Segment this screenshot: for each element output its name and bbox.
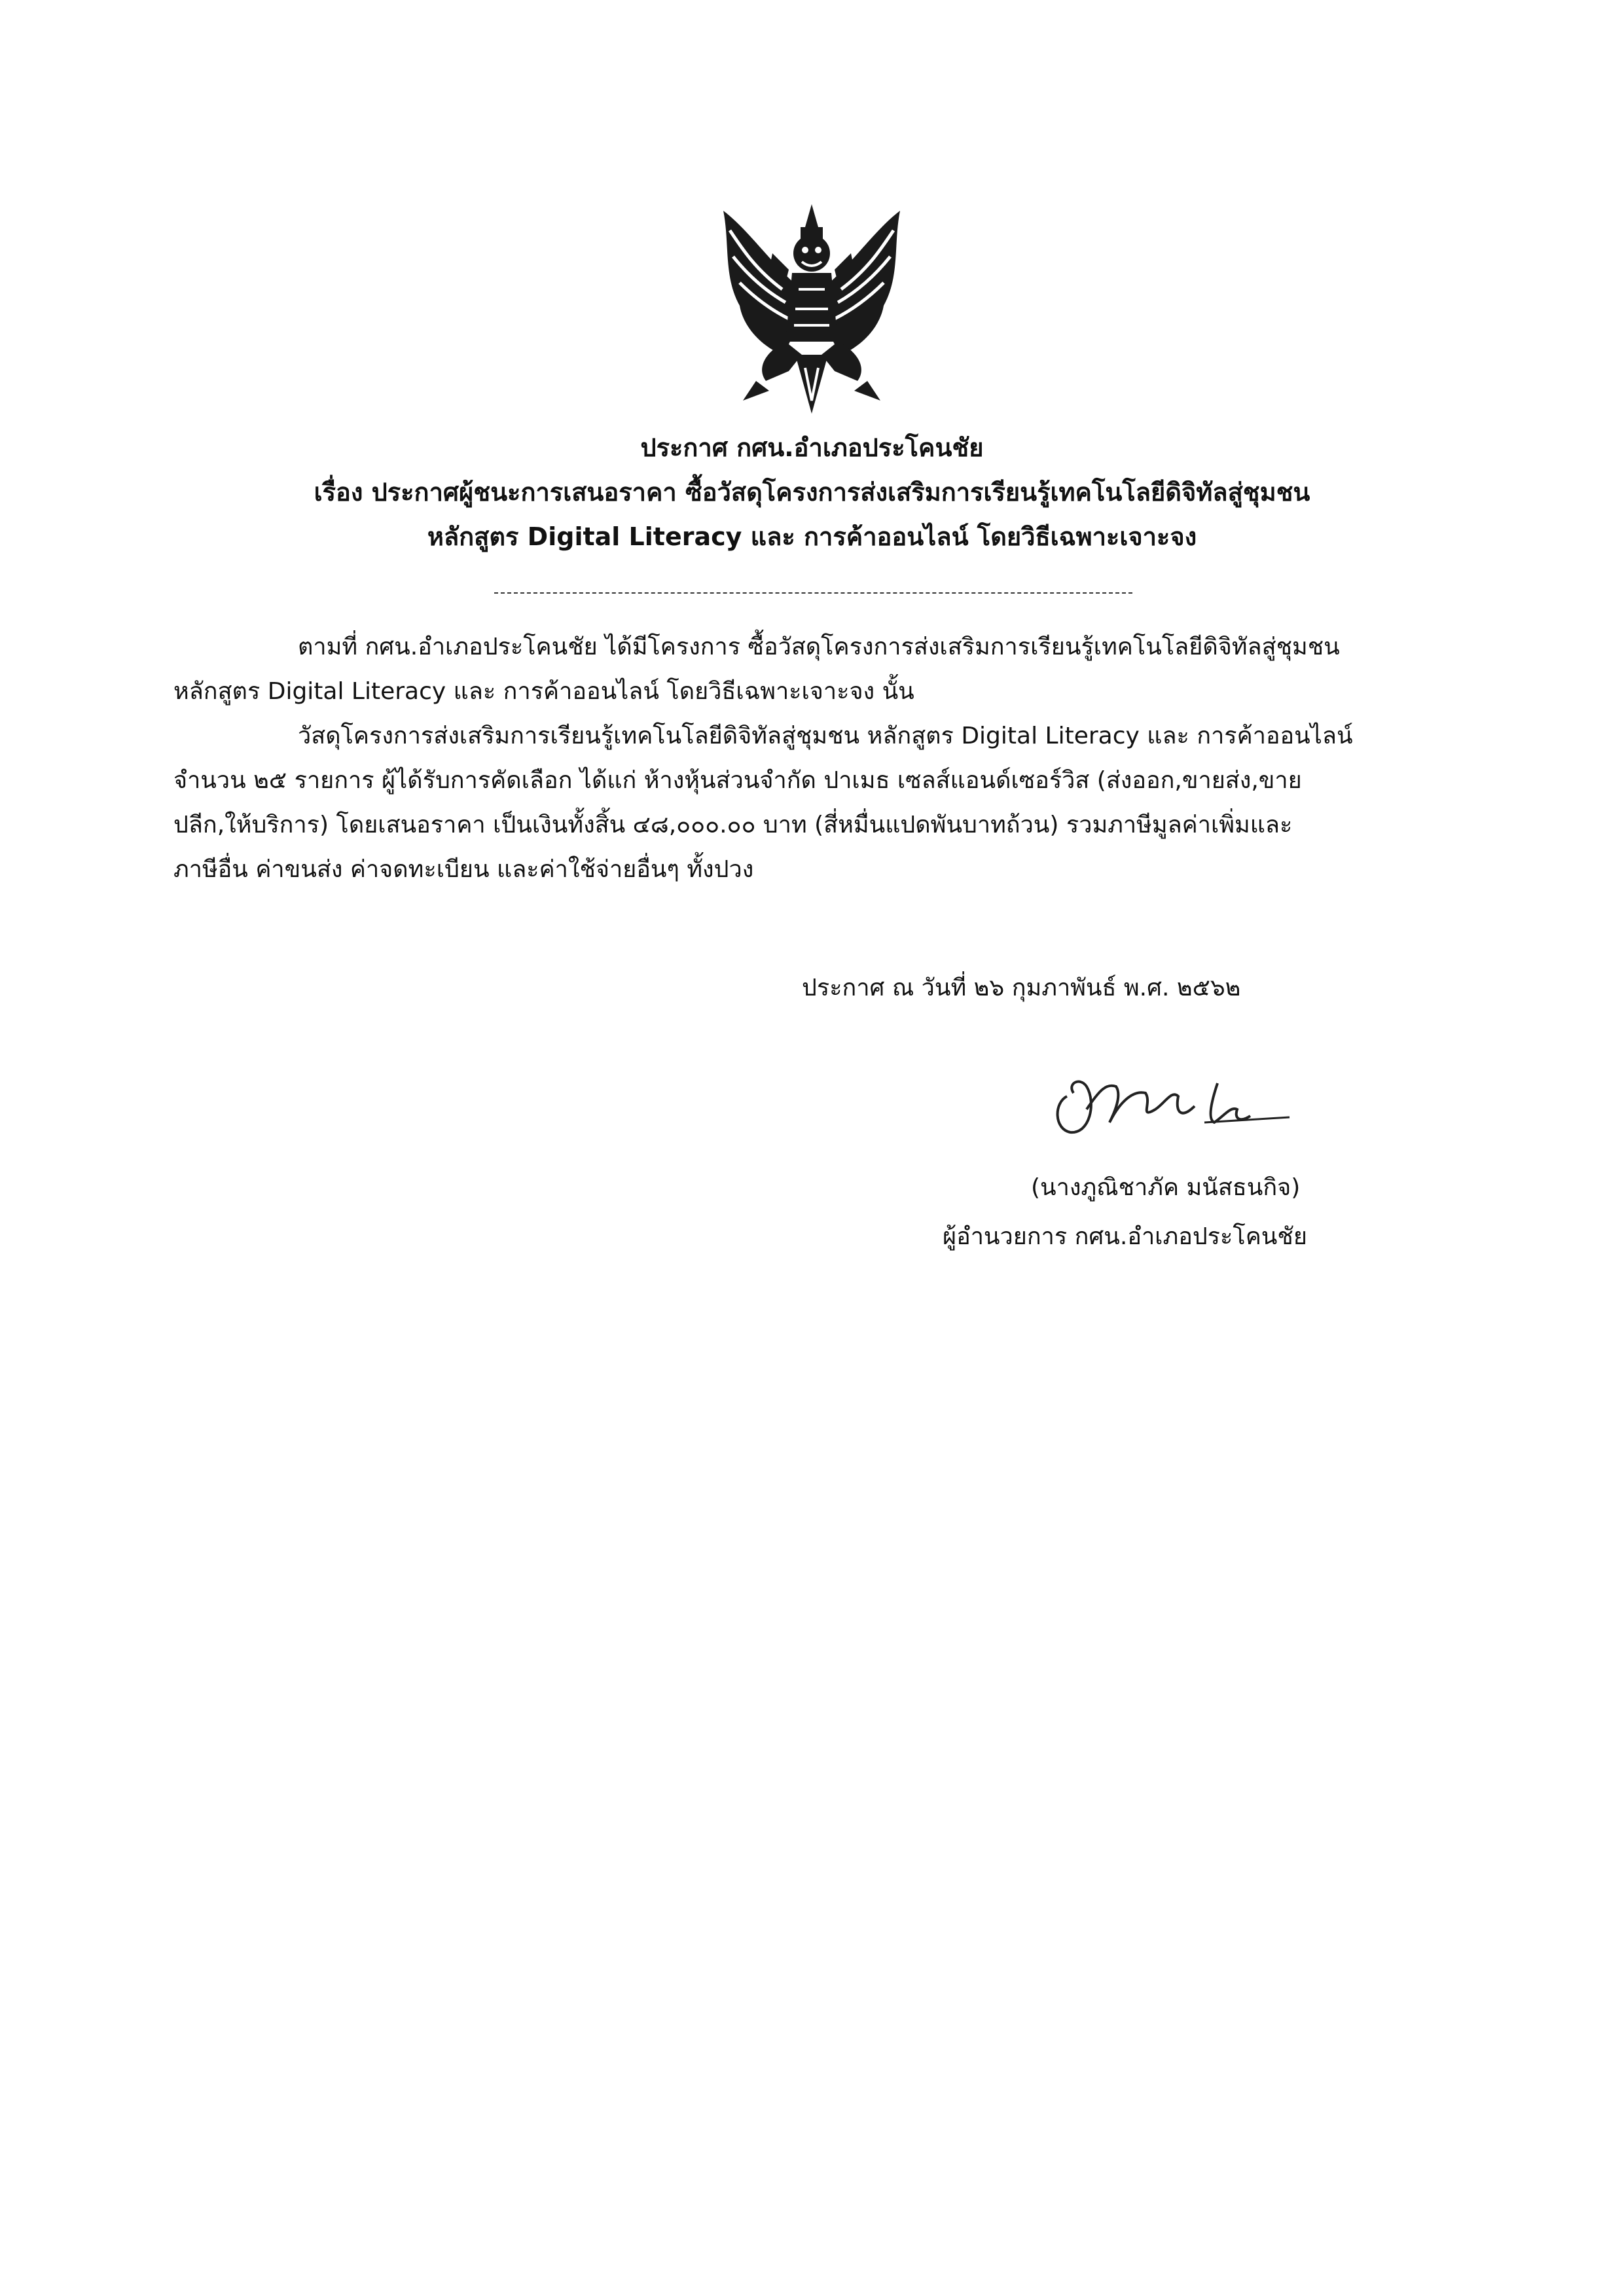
paragraph-1	[173, 625, 1483, 714]
title-line-2: เรื่อง ประกาศผู้ชนะการเสนอราคา ซื้อวัสดุโครงการส่งเสริมการเรียนรู้เทคโนโลยีดิจิทัลสู่ชุมชน	[314, 478, 1310, 507]
document-body	[173, 625, 1483, 892]
signer-position: ผู้อำนวยการ กศน.อำเภอประโคนชัย	[943, 1223, 1307, 1250]
paragraph-2-line-1: วัสดุโครงการส่งเสริมการเรียนรู้เทคโนโลยีดิจิทัลสู่ชุมชน หลักสูตร Digital Literacy และ การค้าออนไลน์	[298, 723, 1353, 749]
title-divider	[494, 592, 1132, 594]
paragraph-1-line-1: ตามที่ กศน.อำเภอประโคนชัย ได้มีโครงการ ซื้อวัสดุโครงการส่งเสริมการเรียนรู้เทคโนโลยีดิจิทัลสู่ชุมชน	[298, 634, 1340, 660]
garuda-emblem-icon	[704, 191, 920, 420]
handwritten-signature	[1041, 1057, 1303, 1142]
paragraph-2-line-3: ปลีก,ให้บริการ) โดยเสนอราคา เป็นเงินทั้งสิ้น ๔๘,๐๐๐.๐๐ บาท (สี่หมื่นแปดพันบาทถ้วน) รวมภาษีมูลค่าเพิ่มและ	[173, 812, 1293, 838]
title-line-1: ประกาศ กศน.อำเภอประโคนชัย	[640, 433, 984, 462]
signer-name: (นางภูณิชาภัค มนัสธนกิจ)	[1031, 1174, 1301, 1201]
title-line-3: หลักสูตร Digital Literacy และ การค้าออนไลน์ โดยวิธีเฉพาะเจาะจง	[427, 522, 1197, 551]
paragraph-1-line-2: หลักสูตร Digital Literacy และ การค้าออนไลน์ โดยวิธีเฉพาะเจาะจง นั้น	[173, 678, 914, 705]
paragraph-2	[173, 714, 1483, 892]
announce-date: ประกาศ ณ วันที่ ๒๖ กุมภาพันธ์ พ.ศ. ๒๕๖๒	[802, 975, 1241, 1001]
document-title	[131, 425, 1493, 559]
paragraph-2-line-2: จำนวน ๒๕ รายการ ผู้ได้รับการคัดเลือก ได้แก่ ห้างหุ้นส่วนจำกัด ปาเมธ เซลส์แอนด์เซอร์วิส (ส่งออก,ขายส่ง,ขาย	[173, 767, 1302, 794]
paragraph-2-line-4: ภาษีอื่น ค่าขนส่ง ค่าจดทะเบียน และค่าใช้จ่ายอื่นๆ ทั้งปวง	[173, 856, 754, 883]
